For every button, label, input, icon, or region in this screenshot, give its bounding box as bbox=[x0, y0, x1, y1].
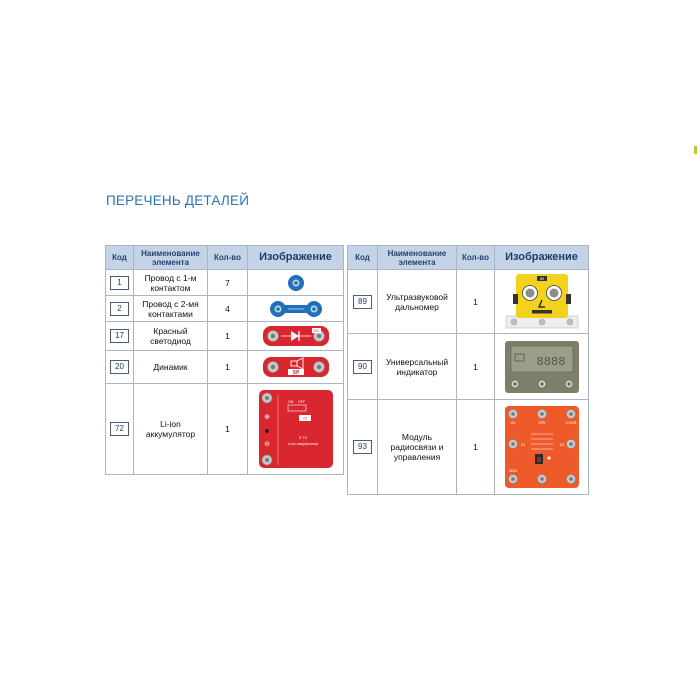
part-name: Универсальный индикатор bbox=[378, 334, 457, 400]
part-image bbox=[495, 400, 589, 495]
part-image bbox=[495, 334, 589, 400]
part-image bbox=[248, 270, 344, 296]
svg-text:A1: A1 bbox=[510, 421, 515, 425]
svg-text:OFF: OFF bbox=[297, 400, 305, 404]
red-led-module-icon bbox=[261, 324, 331, 348]
part-name: Модуль радиосвязи и управления bbox=[378, 400, 457, 495]
part-name: Провод с 1-м контактом bbox=[134, 270, 208, 296]
part-quantity: 1 bbox=[457, 270, 495, 334]
part-code: 1 bbox=[110, 276, 129, 290]
part-code: 90 bbox=[353, 360, 372, 374]
part-code: 89 bbox=[353, 295, 372, 309]
speaker-module-icon bbox=[261, 354, 331, 380]
svg-text:⊕: ⊕ bbox=[263, 414, 270, 421]
column-header-image: Изображение bbox=[248, 246, 344, 270]
part-code: 17 bbox=[110, 329, 129, 343]
table-row bbox=[106, 351, 344, 384]
ultrasonic-rangefinder-icon bbox=[500, 272, 584, 332]
table-row bbox=[106, 270, 344, 296]
radio-control-module-icon bbox=[501, 404, 583, 490]
column-header-name: Наименование элемента bbox=[134, 246, 208, 270]
svg-text:⊖: ⊖ bbox=[263, 441, 270, 448]
table-row bbox=[348, 334, 589, 400]
parts-table-left bbox=[105, 245, 344, 475]
part-code: 2 bbox=[110, 302, 129, 316]
single-snap-wire-icon bbox=[281, 272, 311, 294]
column-header-name: Наименование элемента bbox=[378, 246, 457, 270]
part-name: Ультразвуковой дальномер bbox=[378, 270, 457, 334]
part-image bbox=[248, 384, 344, 475]
part-image bbox=[248, 351, 344, 384]
table-row bbox=[106, 296, 344, 322]
svg-text:ON: ON bbox=[287, 400, 293, 404]
part-code: 20 bbox=[110, 360, 129, 374]
edge-color-mark bbox=[694, 146, 697, 154]
li-ion-battery-module-icon bbox=[255, 387, 337, 471]
part-quantity: 7 bbox=[208, 270, 248, 296]
part-quantity: 4 bbox=[208, 296, 248, 322]
part-image bbox=[495, 270, 589, 334]
column-header-code: Код bbox=[106, 246, 134, 270]
page-title: ПЕРЕЧЕНЬ ДЕТАЛЕЙ bbox=[106, 193, 250, 208]
table-row bbox=[106, 322, 344, 351]
column-header-code: Код bbox=[348, 246, 378, 270]
universal-display-icon bbox=[501, 338, 583, 396]
table-row bbox=[106, 384, 344, 475]
double-snap-wire-icon bbox=[266, 298, 326, 320]
svg-text:SPK: SPK bbox=[537, 421, 546, 425]
svg-text:72: 72 bbox=[302, 415, 307, 421]
svg-text:D2: D2 bbox=[559, 443, 564, 447]
part-code: 72 bbox=[110, 422, 129, 436]
part-image bbox=[248, 322, 344, 351]
svg-text:8888: 8888 bbox=[536, 354, 565, 369]
part-name: Красный светодиод bbox=[134, 322, 208, 351]
svg-text:SP: SP bbox=[292, 370, 299, 376]
part-code: 93 bbox=[353, 440, 372, 454]
part-quantity: 1 bbox=[457, 334, 495, 400]
part-name: Провод с 2-мя контактами bbox=[134, 296, 208, 322]
part-quantity: 1 bbox=[457, 400, 495, 495]
column-header-qty: Кол-во bbox=[457, 246, 495, 270]
part-quantity: 1 bbox=[208, 322, 248, 351]
svg-text:8: 8 bbox=[536, 457, 541, 465]
part-image bbox=[248, 296, 344, 322]
table-row bbox=[348, 270, 589, 334]
column-header-qty: Кол-во bbox=[208, 246, 248, 270]
svg-text:Li-ion аккумулятор: Li-ion аккумулятор bbox=[287, 442, 318, 446]
svg-text:4.5V/B: 4.5V/B bbox=[565, 421, 576, 425]
part-name: Li-ion аккумулятор bbox=[134, 384, 208, 475]
parts-table-right bbox=[347, 245, 589, 495]
table-row bbox=[348, 400, 589, 495]
part-quantity: 1 bbox=[208, 384, 248, 475]
svg-text:D1: D1 bbox=[520, 443, 525, 447]
svg-text:3.7V: 3.7V bbox=[298, 435, 307, 440]
svg-text:D1: D1 bbox=[313, 328, 319, 333]
svg-text:89: 89 bbox=[539, 276, 544, 281]
part-quantity: 1 bbox=[208, 351, 248, 384]
column-header-image: Изображение bbox=[495, 246, 589, 270]
svg-text:MOD: MOD bbox=[508, 469, 517, 473]
part-name: Динамик bbox=[134, 351, 208, 384]
